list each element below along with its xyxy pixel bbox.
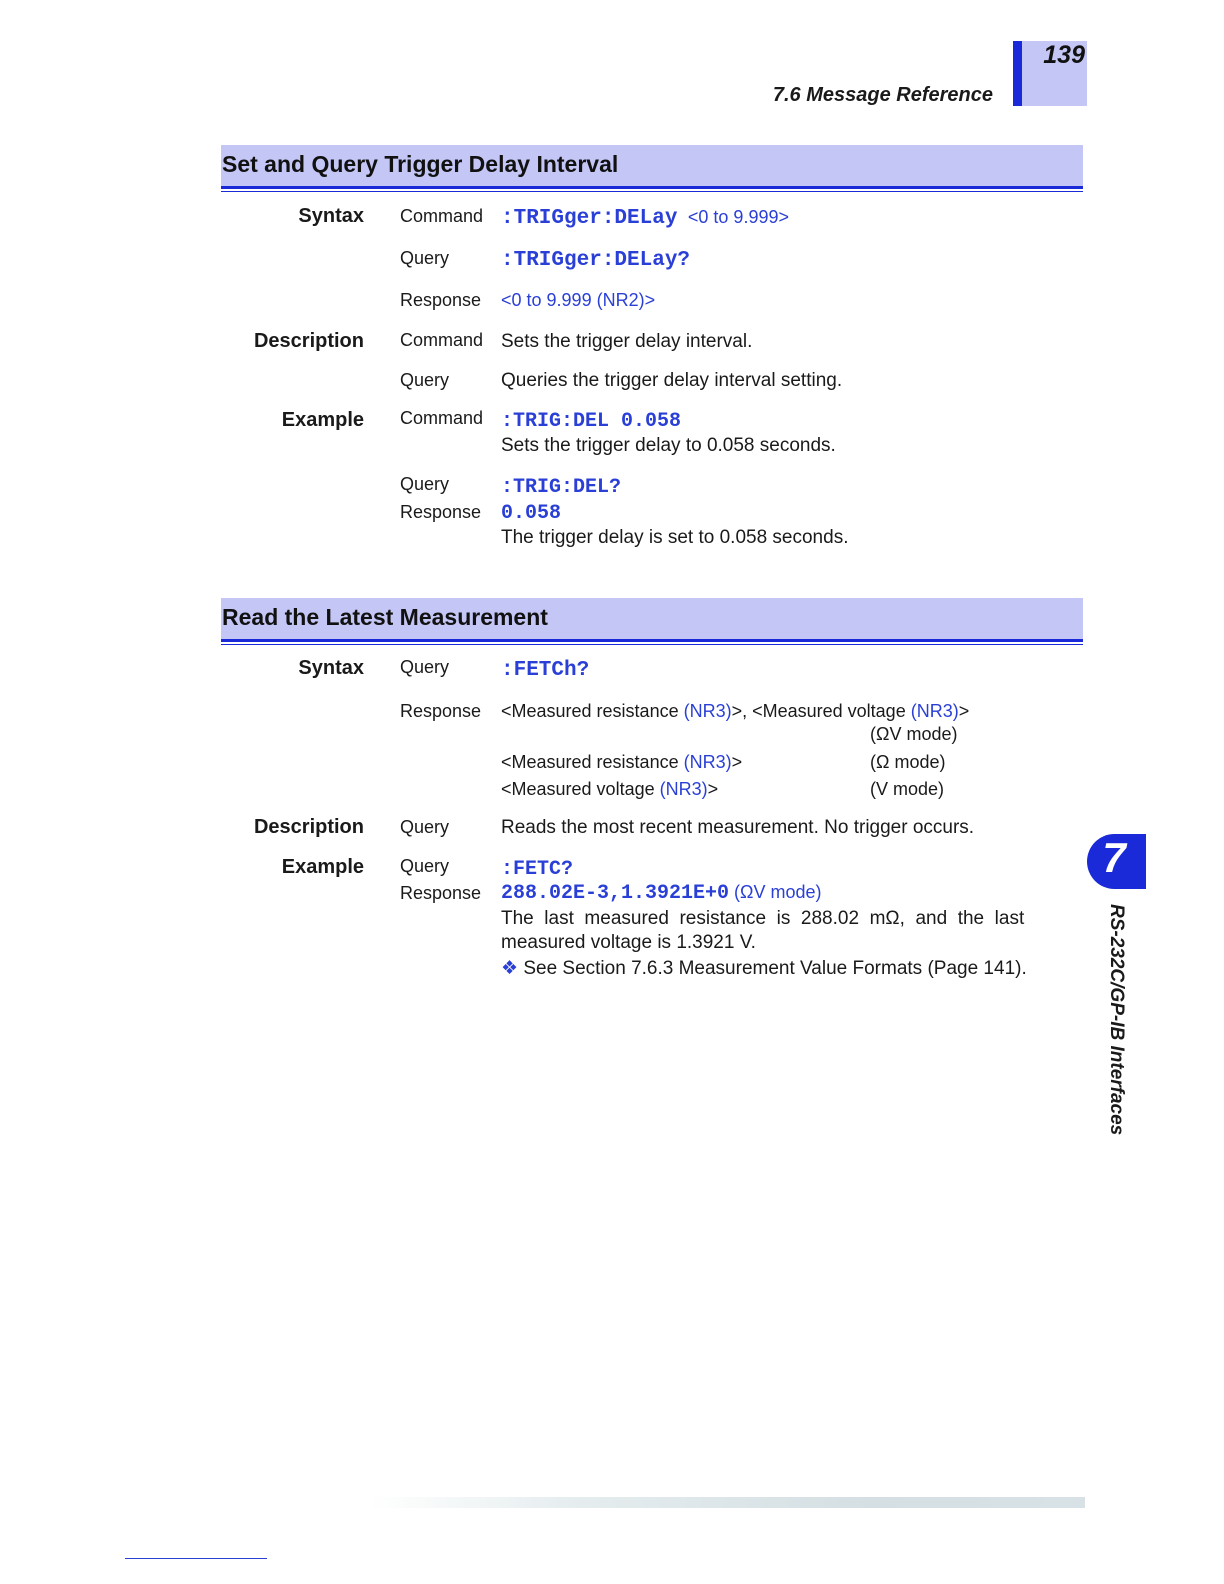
section-rule — [221, 639, 1083, 642]
see-section-link[interactable] — [501, 957, 1027, 980]
response-part: > — [731, 752, 743, 772]
page-number-bar — [1013, 41, 1022, 106]
response-part: > — [707, 779, 719, 799]
example-response-label: Response — [400, 883, 482, 903]
mode-ohm-volt: (ΩV mode) — [870, 724, 958, 744]
command-argument: <0 to 9.999> — [687, 207, 789, 227]
response-part: >, <Measured voltage — [731, 701, 911, 721]
response-format-ohm-volt — [501, 701, 969, 722]
description-command-text: Sets the trigger delay interval. — [501, 331, 753, 352]
nr3-tag: (NR3) — [683, 752, 732, 772]
example-query-label: Query — [400, 474, 450, 494]
section-title: Set and Query Trigger Delay Interval — [222, 151, 619, 177]
section-rule-thin — [221, 644, 1083, 645]
section-title: Read the Latest Measurement — [222, 604, 548, 630]
chapter-title: RS-232C/GP-IB Interfaces — [1106, 904, 1127, 1136]
fetch-query-code: :FETCh? — [501, 659, 590, 682]
nr3-tag: (NR3) — [683, 701, 732, 721]
description-label: Description — [253, 330, 364, 352]
syntax-label: Syntax — [298, 657, 364, 679]
nr3-tag: (NR3) — [659, 779, 708, 799]
syntax-command-label: Command — [400, 206, 484, 226]
section-heading-latest-measurement — [221, 598, 1083, 640]
response-part: > — [958, 701, 970, 721]
example-response-code: 0.058 — [501, 502, 562, 525]
mode-ohm: (Ω mode) — [870, 752, 946, 772]
syntax-response-label: Response — [400, 290, 482, 310]
example-text-line1: The last measured resistance is 288.02 mΩ, and the last — [501, 908, 1025, 929]
example-response-text: The trigger delay is set to 0.058 seconds. — [501, 527, 849, 548]
syntax-command — [501, 207, 789, 230]
response-format-volt — [501, 779, 718, 800]
chapter-number: 7 — [1102, 834, 1126, 881]
example-response — [501, 882, 822, 905]
description-query-text: Reads the most recent measurement. No trigger occurs. — [501, 817, 975, 838]
example-command-code: :TRIG:DEL 0.058 — [501, 410, 682, 433]
mode-volt: (V mode) — [870, 779, 945, 799]
example-query-label: Query — [400, 856, 450, 876]
page-number: 139 — [1043, 41, 1085, 69]
section-heading-trigger-delay — [221, 145, 1083, 187]
section-rule-thin — [221, 191, 1083, 192]
example-label: Example — [281, 409, 364, 431]
command-code: :TRIGger:DELay — [501, 207, 678, 230]
see-section-text: See Section 7.6.3 Measurement Value Formats (Page 141). — [518, 958, 1027, 979]
description-query-label: Query — [400, 817, 450, 837]
example-label: Example — [281, 856, 364, 878]
example-query-code: :FETC? — [501, 858, 574, 881]
response-part: <Measured resistance — [501, 752, 684, 772]
footer-gradient-bar — [370, 1497, 1085, 1508]
syntax-query-label: Query — [400, 657, 450, 677]
nr3-tag: (NR3) — [910, 701, 959, 721]
example-query-code: :TRIG:DEL? — [501, 476, 622, 499]
example-response-code: 288.02E-3,1.3921E+0 — [501, 882, 730, 905]
chapter-side-title — [1100, 904, 1128, 1164]
description-label: Description — [253, 816, 364, 838]
example-text-line2: measured voltage is 1.3921 V. — [501, 932, 756, 953]
response-part: <Measured voltage — [501, 779, 660, 799]
description-query-label: Query — [400, 370, 450, 390]
example-command-text: Sets the trigger delay to 0.058 seconds. — [501, 435, 836, 456]
response-format-ohm — [501, 752, 742, 773]
query-code: :TRIGger:DELay? — [501, 249, 691, 272]
syntax-label: Syntax — [298, 205, 364, 227]
syntax-query-label: Query — [400, 248, 450, 268]
response-part: <Measured resistance — [501, 701, 684, 721]
response-format: <0 to 9.999 (NR2)> — [501, 290, 656, 310]
example-response-label: Response — [400, 502, 482, 522]
footer-rule — [125, 1558, 267, 1559]
example-command-label: Command — [400, 408, 484, 428]
description-command-label: Command — [400, 330, 484, 350]
diamond-bullet-icon: ❖ — [501, 958, 519, 979]
section-rule — [221, 186, 1083, 189]
example-response-mode: (ΩV mode) — [729, 882, 822, 902]
syntax-response-label: Response — [400, 701, 482, 721]
section-reference: 7.6 Message Reference — [772, 84, 993, 106]
description-query-text: Queries the trigger delay interval setting. — [501, 370, 843, 391]
